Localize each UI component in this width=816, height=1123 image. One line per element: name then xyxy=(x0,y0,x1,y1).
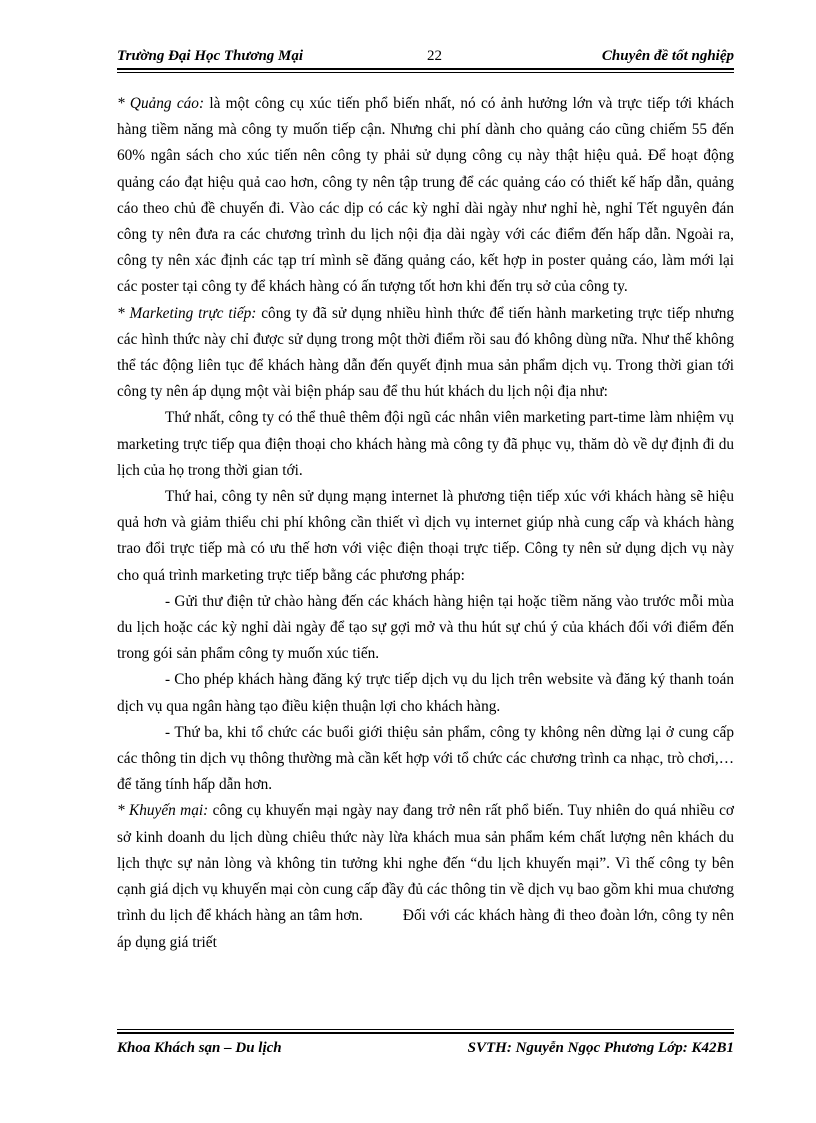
advertising-text: là một công cụ xúc tiến phổ biến nhất, nó có ảnh hưởng lớn và trực tiếp tới khách hàng tiềm năng mà công ty muốn tiếp cận. Nhưng chi phí dành cho quảng cáo cũng chiếm 55 đến 60% ngân sách cho xúc tiến nên công ty phải sử dụng công cụ này thật hiệu quả. Để hoạt động quảng cáo đạt hiệu quả cao hơn, công ty nên tập trung để các quảng cáo có thiết kế hấp dẫn, quảng cáo theo chủ đề chuyến đi. Vào các dịp có các kỳ nghỉ dài ngày như nghỉ hè, nghỉ Tết nguyên đán công ty nên đưa ra các chương trình du lịch nội địa dài ngày với các điểm đến hấp dẫn. Ngoài ra, công ty nên xác định các tạp trí mình sẽ đăng quảng cáo, kết hợp in poster quảng cáo, làm mới lại các poster tại công ty để khách hàng có ấn tượng tốt hơn khi đến trụ sở của công ty. xyxy=(117,95,734,296)
footer-rule-thick xyxy=(117,1032,734,1034)
promotion-lead: * Khuyến mại: xyxy=(117,802,209,820)
paragraph-third: - Thứ ba, khi tổ chức các buổi giới thiệu sản phẩm, công ty không nên dừng lại ở cung cấp các thông tin dịch vụ thông thường mà cần kết hợp với tổ chức các chương trình ca nhạc, trò chơi,… để tăng tính hấp dẫn hơn. xyxy=(117,723,734,794)
paragraph-direct-marketing xyxy=(117,301,734,406)
header-school-name: Trường Đại Học Thương Mại xyxy=(117,48,304,64)
header-rule-thin xyxy=(117,72,734,73)
page-footer xyxy=(117,1040,734,1060)
paragraph-email-item: - Gửi thư điện tử chào hàng đến các khách hàng hiện tại hoặc tiềm năng vào trước mỗi mùa du lịch hoặc các kỳ nghỉ dài ngày để tạo sự gợi mở và thu hút sự chú ý của khách đối với điểm đến trong gói sản phẩm công ty muốn xúc tiến. xyxy=(117,592,734,663)
footer-rule-thin xyxy=(117,1029,734,1030)
page-header xyxy=(117,48,734,68)
paragraph-first: Thứ nhất, công ty có thể thuê thêm đội ngũ các nhân viên marketing part-time làm nhiệm vụ marketing trực tiếp qua điện thoại cho khách hàng mà công ty đã phục vụ, thăm dò về dự định đi du lịch của họ trong thời gian tới. xyxy=(117,409,734,479)
header-rule-thick xyxy=(117,68,734,70)
advertising-lead: * Quảng cáo: xyxy=(117,95,205,112)
footer-student-info: SVTH: Nguyễn Ngọc Phương Lớp: K42B1 xyxy=(467,1040,734,1056)
paragraph-promotion xyxy=(117,798,734,955)
paragraph-second: Thứ hai, công ty nên sử dụng mạng internet là phương tiện tiếp xúc với khách hàng sẽ hiệu quả hơn và giảm thiểu chi phí không cần thiết vì dịch vụ internet giúp nhà cung cấp và khách hàng trao đổi trực tiếp mà có ưu thế hơn với việc điện thoại trực tiếp. Công ty nên sử dụng dịch vụ này cho quá trình marketing trực tiếp bằng các phương pháp: xyxy=(117,488,734,584)
direct-marketing-text: công ty đã sử dụng nhiều hình thức để tiến hành marketing trực tiếp nhưng các hình thức này chỉ được sử dụng trong một thời điểm rồi sau đó không dùng nữa. Như thế không thể tác động liên tục để khách hàng dẫn đến quyết định mua sản phẩm dịch vụ. Trong thời gian tới công ty nên áp dụng một vài biện pháp sau để thu hút khách du lịch nội địa như: xyxy=(117,304,734,401)
page-body xyxy=(117,91,734,956)
paragraph-website-item: - Cho phép khách hàng đăng ký trực tiếp dịch vụ du lịch trên website và đăng ký thanh toán dịch vụ qua ngân hàng tạo điều kiện thuận lợi cho khách hàng. xyxy=(117,671,734,715)
promotion-tail: Đối với các khách hàng đi theo đoàn lớn, công ty nên áp dụng giá triết xyxy=(117,907,734,951)
direct-marketing-lead: * Marketing trực tiếp: xyxy=(117,304,257,322)
paragraph-advertising xyxy=(117,91,734,301)
header-document-type: Chuyên đề tốt nghiệp xyxy=(601,48,734,64)
header-page-number: 22 xyxy=(427,48,442,64)
promotion-text: công cụ khuyến mại ngày nay đang trở nên rất phổ biến. Tuy nhiên do quá nhiều cơ sở kinh doanh du lịch dùng chiêu thức này lừa khách mua sản phẩm kém chất lượng nên khách du lịch thực sự nản lòng và không tin tưởng khi nghe đến “du lịch khuyến mại”. Vì thế công ty bên cạnh giá dịch vụ khuyến mại còn cung cấp đầy đủ các thông tin về dịch vụ bao gồm khi mua chương trình du lịch để khách hàng an tâm hơn. xyxy=(117,802,734,925)
footer-faculty: Khoa Khách sạn – Du lịch xyxy=(117,1040,282,1056)
